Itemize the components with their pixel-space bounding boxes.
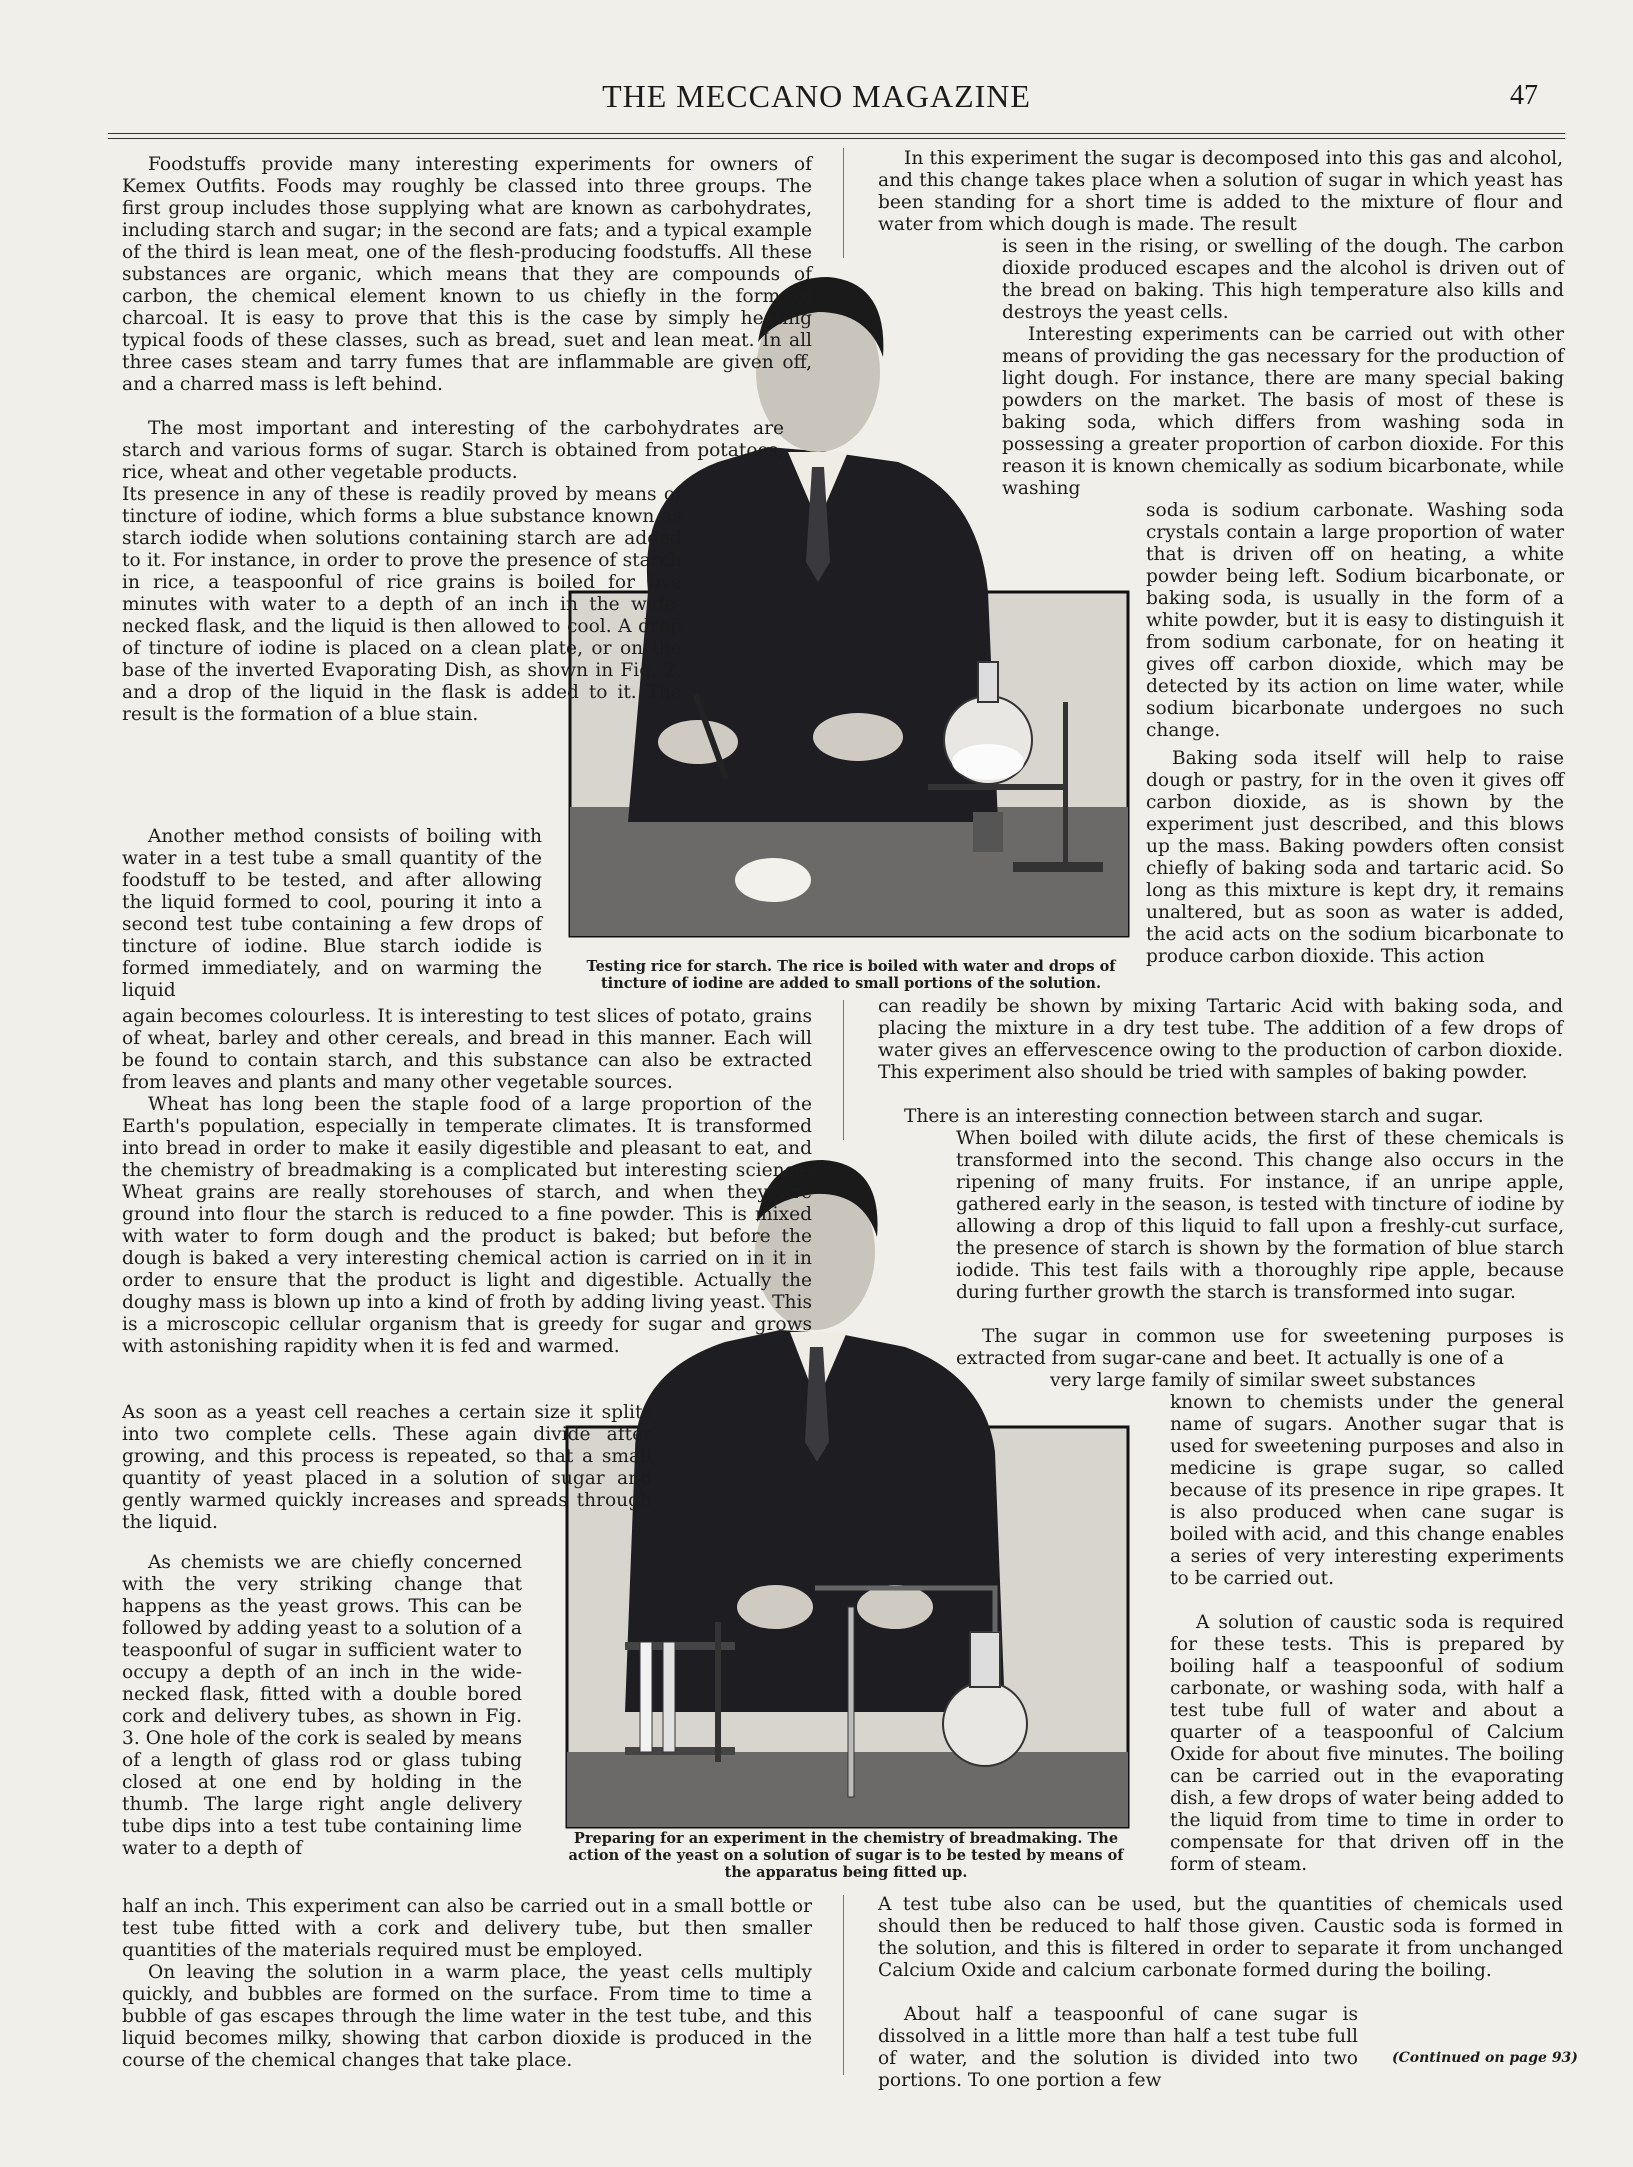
continued-note: (Continued on page 93) — [1392, 2050, 1578, 2066]
left-paragraph-1: Foodstuffs provide many interesting experiments for owners of Kemex Outfits. Foods may roughly be classed into three groups. The first group includes those supplying what are known as carbohydrates, including starch and sugar; in the second are fats; and a typical example of the third is lean meat, one of the flesh-producing foodstuffs. All these substances are organic, which means that they are compounds of carbon, the chemical element known to us chiefly in the form of charcoal. It is easy to prove that this is the case by simply heating typical foods of these classes, such as bread, suet and lean meat. In all three cases steam and tarry fumes that are inflammable are given off, and a charred mass is left behind. — [122, 154, 812, 395]
figure-2-caption: Preparing for an experiment in the chemistry of breadmaking. The action of the yeast on a solution of sugar is to be tested by means of the apparatus being fitted up. — [568, 1830, 1124, 1881]
right-paragraph-5c: known to chemists under the general name of sugars. Another sugar that is used for sweetening purposes and also in medicine is grape sugar, so called because of its presence in ripe grapes. It is also produced when cane sugar is boiled with acid, and this change enables a series of very interesting experiments to be carried out. — [1170, 1392, 1564, 1589]
right-paragraph-4b: When boiled with dilute acids, the first of these chemicals is transformed into the second. This change also occurs in the ripening of many fruits. For instance, if an unripe apple, gathered early in the season, is tested with tincture of iodine by allowing a drop of this liquid to fall upon a freshly-cut surface, the presence of starch is shown by the formation of blue starch iodide. This test fails with a thoroughly ripe apple, because during further growth the starch is transformed into sugar. — [956, 1128, 1564, 1303]
column-divider-bottom — [843, 1895, 844, 2075]
right-paragraph-1b: is seen in the rising, or swelling of the dough. The carbon dioxide produced escapes and the alcohol is driven out of the bread on baking. This high temperature also kills and destroys the yeast cells. — [1002, 236, 1564, 323]
page-number: 47 — [1510, 80, 1538, 111]
right-paragraph-2: Interesting experiments can be carried out with other means of providing the gas necessary for the production of light dough. For instance, there are many special baking powders on the market. The basis of most of these is baking soda, which differs from washing soda in possessing a greater proportion of carbon dioxide. For this reason it is known chemically as sodium bicarbonate, while washing — [1002, 324, 1564, 499]
column-divider-top — [843, 148, 844, 258]
magazine-title: THE MECCANO MAGAZINE — [602, 78, 1031, 114]
column-divider-middle — [843, 1000, 844, 1140]
right-paragraph-1: In this experiment the sugar is decomposed into this gas and alcohol, and this change takes place when a solution of sugar in which yeast has been standing for a short time is added to the mixture of flour and water from which dough is made. The result — [878, 148, 1563, 235]
right-paragraph-4: There is an interesting connection between starch and sugar. — [904, 1106, 1484, 1127]
left-paragraph-4: Wheat has long been the staple food of a large proportion of the Earth's population, especially in temperate climates. It is transformed into bread in order to make it easily digestible and pleasant to eat, and the chemistry of breadmaking is a complicated but interesting science. Wheat grains are really storehouses of starch, and when they are ground into flour the starch is reduced to a fine powder. This is mixed with water to form dough and the product is baked; but before the dough is baked a very interesting chemical action is carried on in it in order to ensure that the product is light and digestible. Actually the doughy mass is blown up into a kind of froth by adding living yeast. This is a microscopic cellular organism that is greedy for sugar and grows with astonishing rapidity when it is fed and warmed. — [122, 1094, 812, 1357]
header-rule-thin — [108, 138, 1565, 139]
right-paragraph-3b: can readily be shown by mixing Tartaric Acid with baking soda, and placing the mixture in a dry test tube. The addition of a few drops of water gives an effervescence owing to the production of carbon dioxide. This experiment also should be tried with samples of baking powder. — [878, 996, 1563, 1083]
right-paragraph-3: Baking soda itself will help to raise dough or pastry, for in the oven it gives off carbon dioxide, as is shown by the experiment just described, and this blows up the mass. Baking powders often consist chiefly of baking soda and tartaric acid. So long as this mixture is kept dry, it remains unaltered, but as soon as water is added, the acid acts on the sodium bicarbonate to produce carbon dioxide. This action — [1146, 748, 1564, 967]
right-paragraph-5: The sugar in common use for sweetening purposes is extracted from sugar-cane and beet. It actually is one of a — [956, 1326, 1564, 1369]
left-paragraph-2b: Its presence in any of these is readily proved by means of tincture of iodine, which forms a blue substance known as starch iodide when solutions containing starch are added to it. For instance, in order to prove the presence of starch in rice, a teaspoonful of rice grains is boiled for five minutes with water to a depth of an inch in the wide-necked flask, and the liquid is then allowed to cool. A drop of tincture of iodine is placed on a clean plate, or on the base of the inverted Evaporating Dish, as shown in Fig. 2, and a drop of the liquid in the flask is added to it. The result is the formation of a blue stain. — [122, 484, 682, 725]
right-paragraph-6b: A test tube also can be used, but the quantities of chemicals used should then be reduced to half those given. Caustic soda is formed in the solution, and this is filtered in order to separate it from unchanged Calcium Oxide and calcium carbonate formed during the boiling. — [878, 1894, 1563, 1981]
header-rule — [108, 133, 1565, 134]
right-paragraph-6: A solution of caustic soda is required for these tests. This is prepared by boiling half a teaspoonful of sodium carbonate, or washing soda, with half a test tube full of water and about a quarter of a teaspoonful of Calcium Oxide for about five minutes. The boiling can be carried out in the evaporating dish, a few drops of water being added to the liquid from time to time in order to compensate for that driven off in the form of steam. — [1170, 1612, 1564, 1875]
left-paragraph-5: As chemists we are chiefly concerned with the very striking change that happens as the yeast grows. This can be followed by adding yeast to a solution of a teaspoonful of sugar in sufficient water to occupy a depth of an inch in the wide-necked flask, fitted with a double bored cork and delivery tubes, as shown in Fig. 3. One hole of the cork is sealed by means of a length of glass rod or glass tubing closed at one end by holding in the thumb. The large right angle delivery tube dips into a test tube containing lime water to a depth of — [122, 1552, 522, 1859]
right-paragraph-2b: soda is sodium carbonate. Washing soda crystals contain a large proportion of water that is driven off on heating, a white powder being left. Sodium bicarbonate, or baking soda, is usually in the form of a white powder, but it is easy to distinguish it from sodium carbonate, for on heating it gives off carbon dioxide, which may be detected by its action on lime water, while sodium bicarbonate undergoes no such change. — [1146, 500, 1564, 741]
right-paragraph-7: About half a teaspoonful of cane sugar is dissolved in a little more than half a test tube full of water, and the solution is divided into two portions. To one portion a few — [878, 2004, 1358, 2091]
figure-1-caption: Testing rice for starch. The rice is boiled with water and drops of tincture of iodine are added to small portions of the solution. — [586, 958, 1116, 992]
left-paragraph-6: On leaving the solution in a warm place, the yeast cells multiply quickly, and bubbles are formed on the surface. From time to time a bubble of gas escapes through the lime water in the test tube, and this liquid becomes milky, showing that carbon dioxide is produced in the course of the chemical changes that take place. — [122, 1962, 812, 2071]
left-paragraph-4b: As soon as a yeast cell reaches a certain size it splits into two complete cells. These again divide after growing, and this process is repeated, so that a small quantity of yeast placed in a solution of sugar and gently warmed quickly increases and spreads through the liquid. — [122, 1402, 652, 1533]
left-paragraph-2: The most important and interesting of the carbohydrates are starch and various forms of sugar. Starch is obtained from potatoes, rice, wheat and other vegetable products. — [122, 418, 784, 483]
left-paragraph-3: Another method consists of boiling with water in a test tube a small quantity of the foodstuff to be tested, and after allowing the liquid formed to cool, pouring it into a second test tube containing a few drops of tincture of iodine. Blue starch iodide is formed immediately, and on warming the liquid — [122, 826, 542, 1001]
left-paragraph-3b: again becomes colourless. It is interesting to test slices of potato, grains of wheat, barley and other cereals, and bread in this manner. Each will be found to contain starch, and this substance can also be extracted from leaves and plants and many other vegetable sources. — [122, 1006, 812, 1093]
left-paragraph-5b: half an inch. This experiment can also be carried out in a small bottle or test tube fitted with a cork and delivery tube, but then smaller quantities of the materials required must be employed. — [122, 1896, 812, 1961]
right-paragraph-5b: very large family of similar sweet substances — [1050, 1370, 1476, 1391]
